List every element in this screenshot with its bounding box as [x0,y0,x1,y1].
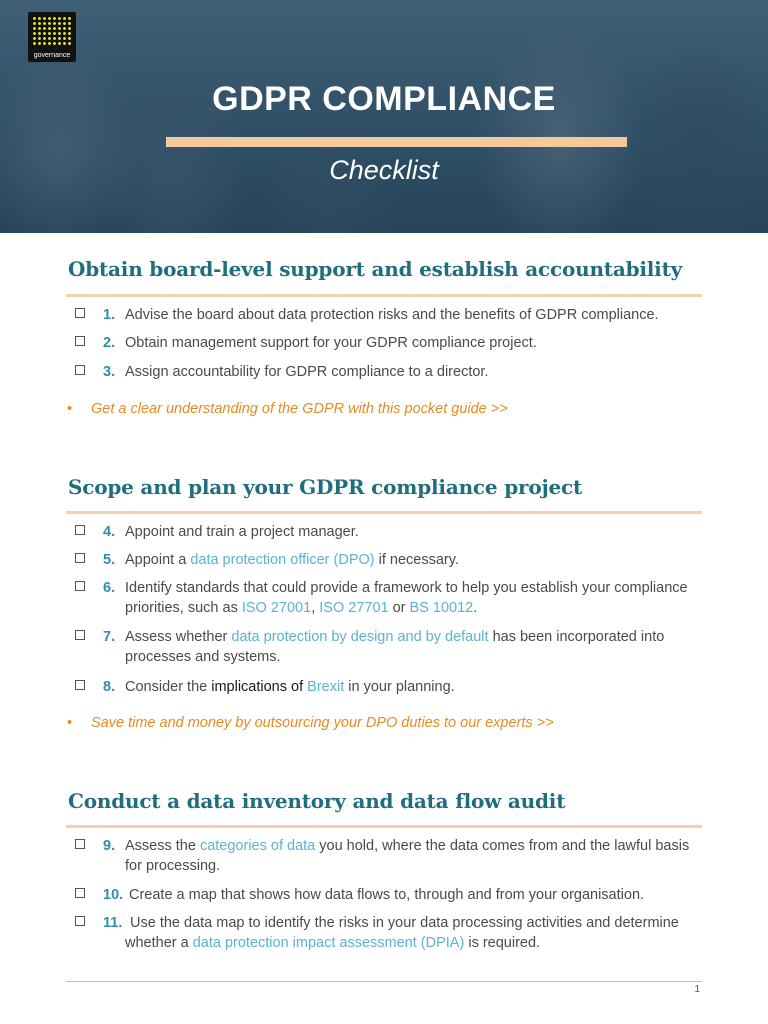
bullet-icon: • [67,401,73,417]
text-run: in your planning. [344,679,455,695]
checklist-item-1 [75,305,700,325]
checkbox[interactable] [75,680,85,690]
text-run: Use the data map to identify the risks in your data processing activities and determine whether a [125,915,679,951]
link-categories-of-data[interactable]: categories of data [199,838,316,854]
text-run: Assess the [125,838,200,854]
text-run: , [311,600,320,616]
section-heading-scope-plan: Scope and plan your GDPR compliance project [68,475,583,499]
item-number: 2. [103,335,116,351]
checkbox[interactable] [75,916,85,926]
text-run: Consider the [125,679,212,695]
checklist-item-8 [75,677,700,697]
checkbox[interactable] [75,525,85,535]
item-text [125,627,700,667]
link-iso-27701[interactable]: ISO 27701 [319,600,389,616]
checkbox[interactable] [75,839,85,849]
checkbox[interactable] [75,553,85,563]
checklist-item-3 [75,362,700,382]
hero-banner [0,0,768,233]
checklist-item-5 [75,550,700,570]
logo-wordmark: governance [33,52,71,59]
section-divider [66,511,702,514]
text-run-dark: implications of [211,679,304,695]
item-text: Appoint and train a project manager. [125,524,359,540]
checklist-item-2 [75,333,700,353]
text-run: has been incorporated into processes and systems. [125,629,665,665]
item-number: 3. [103,364,116,380]
section-heading-data-inventory: Conduct a data inventory and data flow audit [68,789,566,813]
item-number: 5. [103,552,116,568]
link-bs-10012[interactable]: BS 10012 [409,600,474,616]
text-run: if necessary. [374,552,459,568]
promo-link-dpo-outsourcing[interactable] [67,713,707,733]
link-brexit[interactable]: Brexit [307,679,345,695]
it-governance-logo[interactable] [28,12,76,62]
checklist-item-11 [75,913,700,953]
item-number: 10. [103,887,124,903]
item-text: Advise the board about data protection risks and the benefits of GDPR compliance. [125,307,659,323]
text-run: . [473,600,478,616]
promo-text: Save time and money by outsourcing your DPO duties to our experts >> [91,715,554,731]
item-text [125,578,700,618]
text-run: Identify standards that could provide a framework to help you establish your compliance priorities, such as [125,580,688,616]
text-run: Appoint a [125,552,191,568]
text-run: Assess whether [125,629,232,645]
item-text [125,913,700,953]
logo-mark-icon [32,16,72,46]
title-underline-bar [166,137,627,147]
text-run: you hold, where the data comes from and the lawful basis for processing. [125,838,690,874]
item-number: 7. [103,629,116,645]
page-number: 1 [694,984,700,995]
section-divider [66,294,702,297]
item-number: 1. [103,307,116,323]
page-subtitle: Checklist [329,155,439,185]
item-text [125,677,700,697]
item-number: 4. [103,524,116,540]
item-number: 6. [103,580,116,596]
link-iso-27001[interactable]: ISO 27001 [241,600,312,616]
checkbox[interactable] [75,365,85,375]
checklist-item-6 [75,578,700,618]
footer-divider [66,981,702,982]
checkbox[interactable] [75,581,85,591]
promo-text: Get a clear understanding of the GDPR with this pocket guide >> [91,401,508,417]
checklist-item-10 [75,885,700,905]
item-text [125,550,700,570]
item-text: Create a map that shows how data flows to, through and from your organisation. [129,887,645,903]
item-number: 11. [103,915,123,931]
link-privacy-by-design[interactable]: data protection by design and by default [231,629,489,645]
text-run: is required. [464,935,541,951]
item-text: Obtain management support for your GDPR compliance project. [125,335,537,351]
checkbox[interactable] [75,630,85,640]
section-divider [66,825,702,828]
item-number: 9. [103,838,116,854]
section-heading-board-support: Obtain board-level support and establish accountability [68,257,683,281]
text-run: or [388,600,410,616]
checkbox[interactable] [75,336,85,346]
checklist-item-9 [75,836,700,876]
link-dpo[interactable]: data protection officer (DPO) [190,552,375,568]
page-title: GDPR COMPLIANCE [212,80,556,118]
item-number: 8. [103,679,116,695]
promo-link-pocket-guide[interactable] [67,399,707,419]
checklist-item-7 [75,627,700,667]
checkbox[interactable] [75,308,85,318]
bullet-icon: • [67,715,73,731]
item-text: Assign accountability for GDPR compliance to a director. [125,364,489,380]
checkbox[interactable] [75,888,85,898]
item-text [125,836,700,876]
checklist-item-4 [75,522,700,542]
link-dpia[interactable]: data protection impact assessment (DPIA) [192,935,465,951]
